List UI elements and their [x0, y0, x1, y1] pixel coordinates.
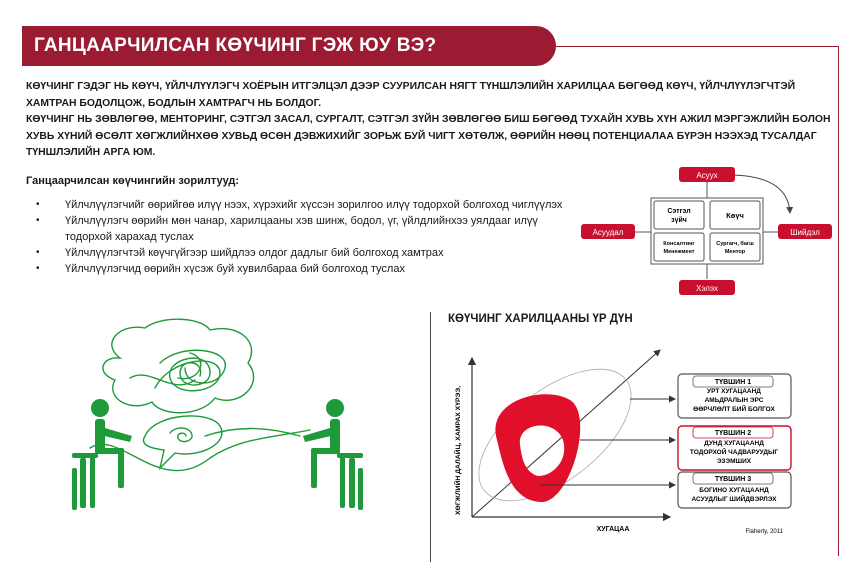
conversation-illustration	[60, 318, 390, 523]
quadrant-cell	[710, 233, 760, 261]
level-3-box	[678, 472, 791, 508]
page-title: ГАНЦААРЧИЛСАН КӨҮЧИНГ ГЭЖ ЮУ ВЭ?	[22, 26, 556, 66]
intro-text	[26, 79, 841, 162]
intro-paragraph-1: КӨҮЧИНГ ГЭДЭГ НЬ КӨҮЧ, ҮЙЛЧЛҮҮЛЭГЧ ХОЁРЫН ИТГЭЛЦЭЛ ДЭЭР СУУРИЛСАН НЯГТ ТҮНШЛЭЛИЙН ХАРИЛЦАА БӨГӨӨД КӨҮЧ, ҮЙЛЧЛҮҮЛЭГЧТЭЙ ХАМТРАН БОДОЛЦОЖ, БОДЛЫН ХАМТРАГЧ НЬ БОЛДОГ.	[26, 81, 796, 109]
quadrant-cell	[654, 201, 704, 229]
level-2-box	[678, 426, 791, 470]
goal-item: • Үйлчлүүлэгч өөрийн мөн чанар, харилцааны хэв шинж, бодол, үг, үйлдлийнхээ уялдааг илүү тодорхой харахад туслах	[36, 213, 581, 245]
level-3-name: ТҮВШИН 3	[714, 476, 752, 483]
source-citation: Flaherty, 2011	[745, 529, 783, 535]
pill-top-label: Асуух	[696, 171, 718, 180]
person-right	[303, 399, 363, 510]
quadrant-cell-label: зүйч	[671, 217, 687, 224]
level-2-text: ЭЗЭМШИХ	[716, 458, 752, 465]
goals-list	[36, 197, 581, 277]
person-left	[72, 399, 132, 510]
quadrant-cell	[654, 233, 704, 261]
results-diagram	[445, 330, 805, 545]
level-1-box	[678, 374, 791, 418]
level-2-text: ТОДОРХОЙ ЧАДВАРУУДЫГ	[689, 449, 779, 456]
y-axis-label: ХӨГЖЛИЙН ДАЛАЙЦ, ХАМРАХ ХҮРЭЭ,	[455, 385, 462, 515]
goal-item: • Үйлчлүүлэгчид өөрийн хүсэж буй хувилбараа бий болгоход туслах	[36, 261, 581, 277]
intro-paragraph-2: КӨҮЧИНГ НЬ ЗӨВЛӨГӨӨ, МЕНТОРИНГ, СЭТГЭЛ ЗАСАЛ, СУРГАЛТ, СЭТГЭЛ ЗҮЙН ЗӨВЛӨГӨӨ БИШ БӨГӨӨД ТУХАЙН ХУВЬ ХҮН АЖИЛ МЭРГЭЖЛИЙН БОЛОН ХУВЬ ХҮНИЙ ӨСӨЛТ ХӨГЖЛИЙНХӨӨ ХУВЬД ӨСӨН ДЭВЖИХИЙГ ЗОРЬЖ БУЙ ЧИГТ ХӨТӨЛЖ, ӨӨРИЙН НӨӨЦ ПОТЕНЦИАЛАА БҮРЭН НЭЭХЭД ТУСАЛДАГ ТҮНШЛЭЛИЙН АРГА ЮМ.	[26, 114, 831, 158]
quadrant-cell-label: Консалтинг	[663, 241, 695, 247]
quadrant-cell-label: Менежмент	[663, 249, 695, 255]
section-divider	[430, 312, 431, 562]
results-title: КӨҮЧИНГ ХАРИЛЦААНЫ ҮР ДҮН	[448, 313, 633, 325]
level-2-name: ТҮВШИН 2	[714, 430, 752, 437]
level-3-text: БОГИНО ХУГАЦААНД	[699, 487, 769, 494]
coaching-quadrant-diagram	[578, 165, 836, 300]
level-1-text: УРТ ХУГАЦААНД	[707, 388, 761, 395]
quadrant-cell-label: Сургагч, багш	[716, 241, 754, 247]
crescent-shape	[495, 394, 580, 502]
header-rule	[556, 46, 838, 47]
quadrant-cell-label: Көүч	[726, 211, 744, 220]
pill-bottom-label: Хэлэх	[696, 284, 718, 293]
pill-right-label: Шийдэл	[790, 228, 820, 237]
x-axis-label: ХУГАЦАА	[596, 526, 630, 533]
level-1-name: ТҮВШИН 1	[714, 379, 752, 386]
level-1-text: АМЬДРАЛЫН ЭРС	[704, 397, 764, 404]
level-1-text: ӨӨРЧЛӨЛТ БИЙ БОЛГОХ	[693, 406, 775, 413]
pill-left-label: Асуудал	[592, 228, 624, 237]
goal-item: • Үйлчлүүлэгчтэй көүчгүйгээр шийдлээ олдог дадлыг бий болгоход хамтрах	[36, 245, 581, 261]
level-2-text: ДУНД ХУГАЦААНД	[704, 440, 764, 447]
quadrant-cell-label: Сэтгэл	[667, 208, 691, 215]
level-3-text: АСУУДЛЫГ ШИЙДВЭРЛЭХ	[691, 496, 777, 503]
quadrant-cell-label: Ментор	[724, 249, 746, 255]
goals-heading: Ганцаарчилсан көүчингийн зорилтууд:	[26, 175, 240, 187]
outer-ellipse	[456, 344, 653, 526]
goal-item: • Үйлчлүүлэгчийг өөрийгөө илүү нээх, хүрэхийг хүссэн зорилгоо илүү тодорхой болгоход чиглүүлэх	[36, 197, 581, 213]
